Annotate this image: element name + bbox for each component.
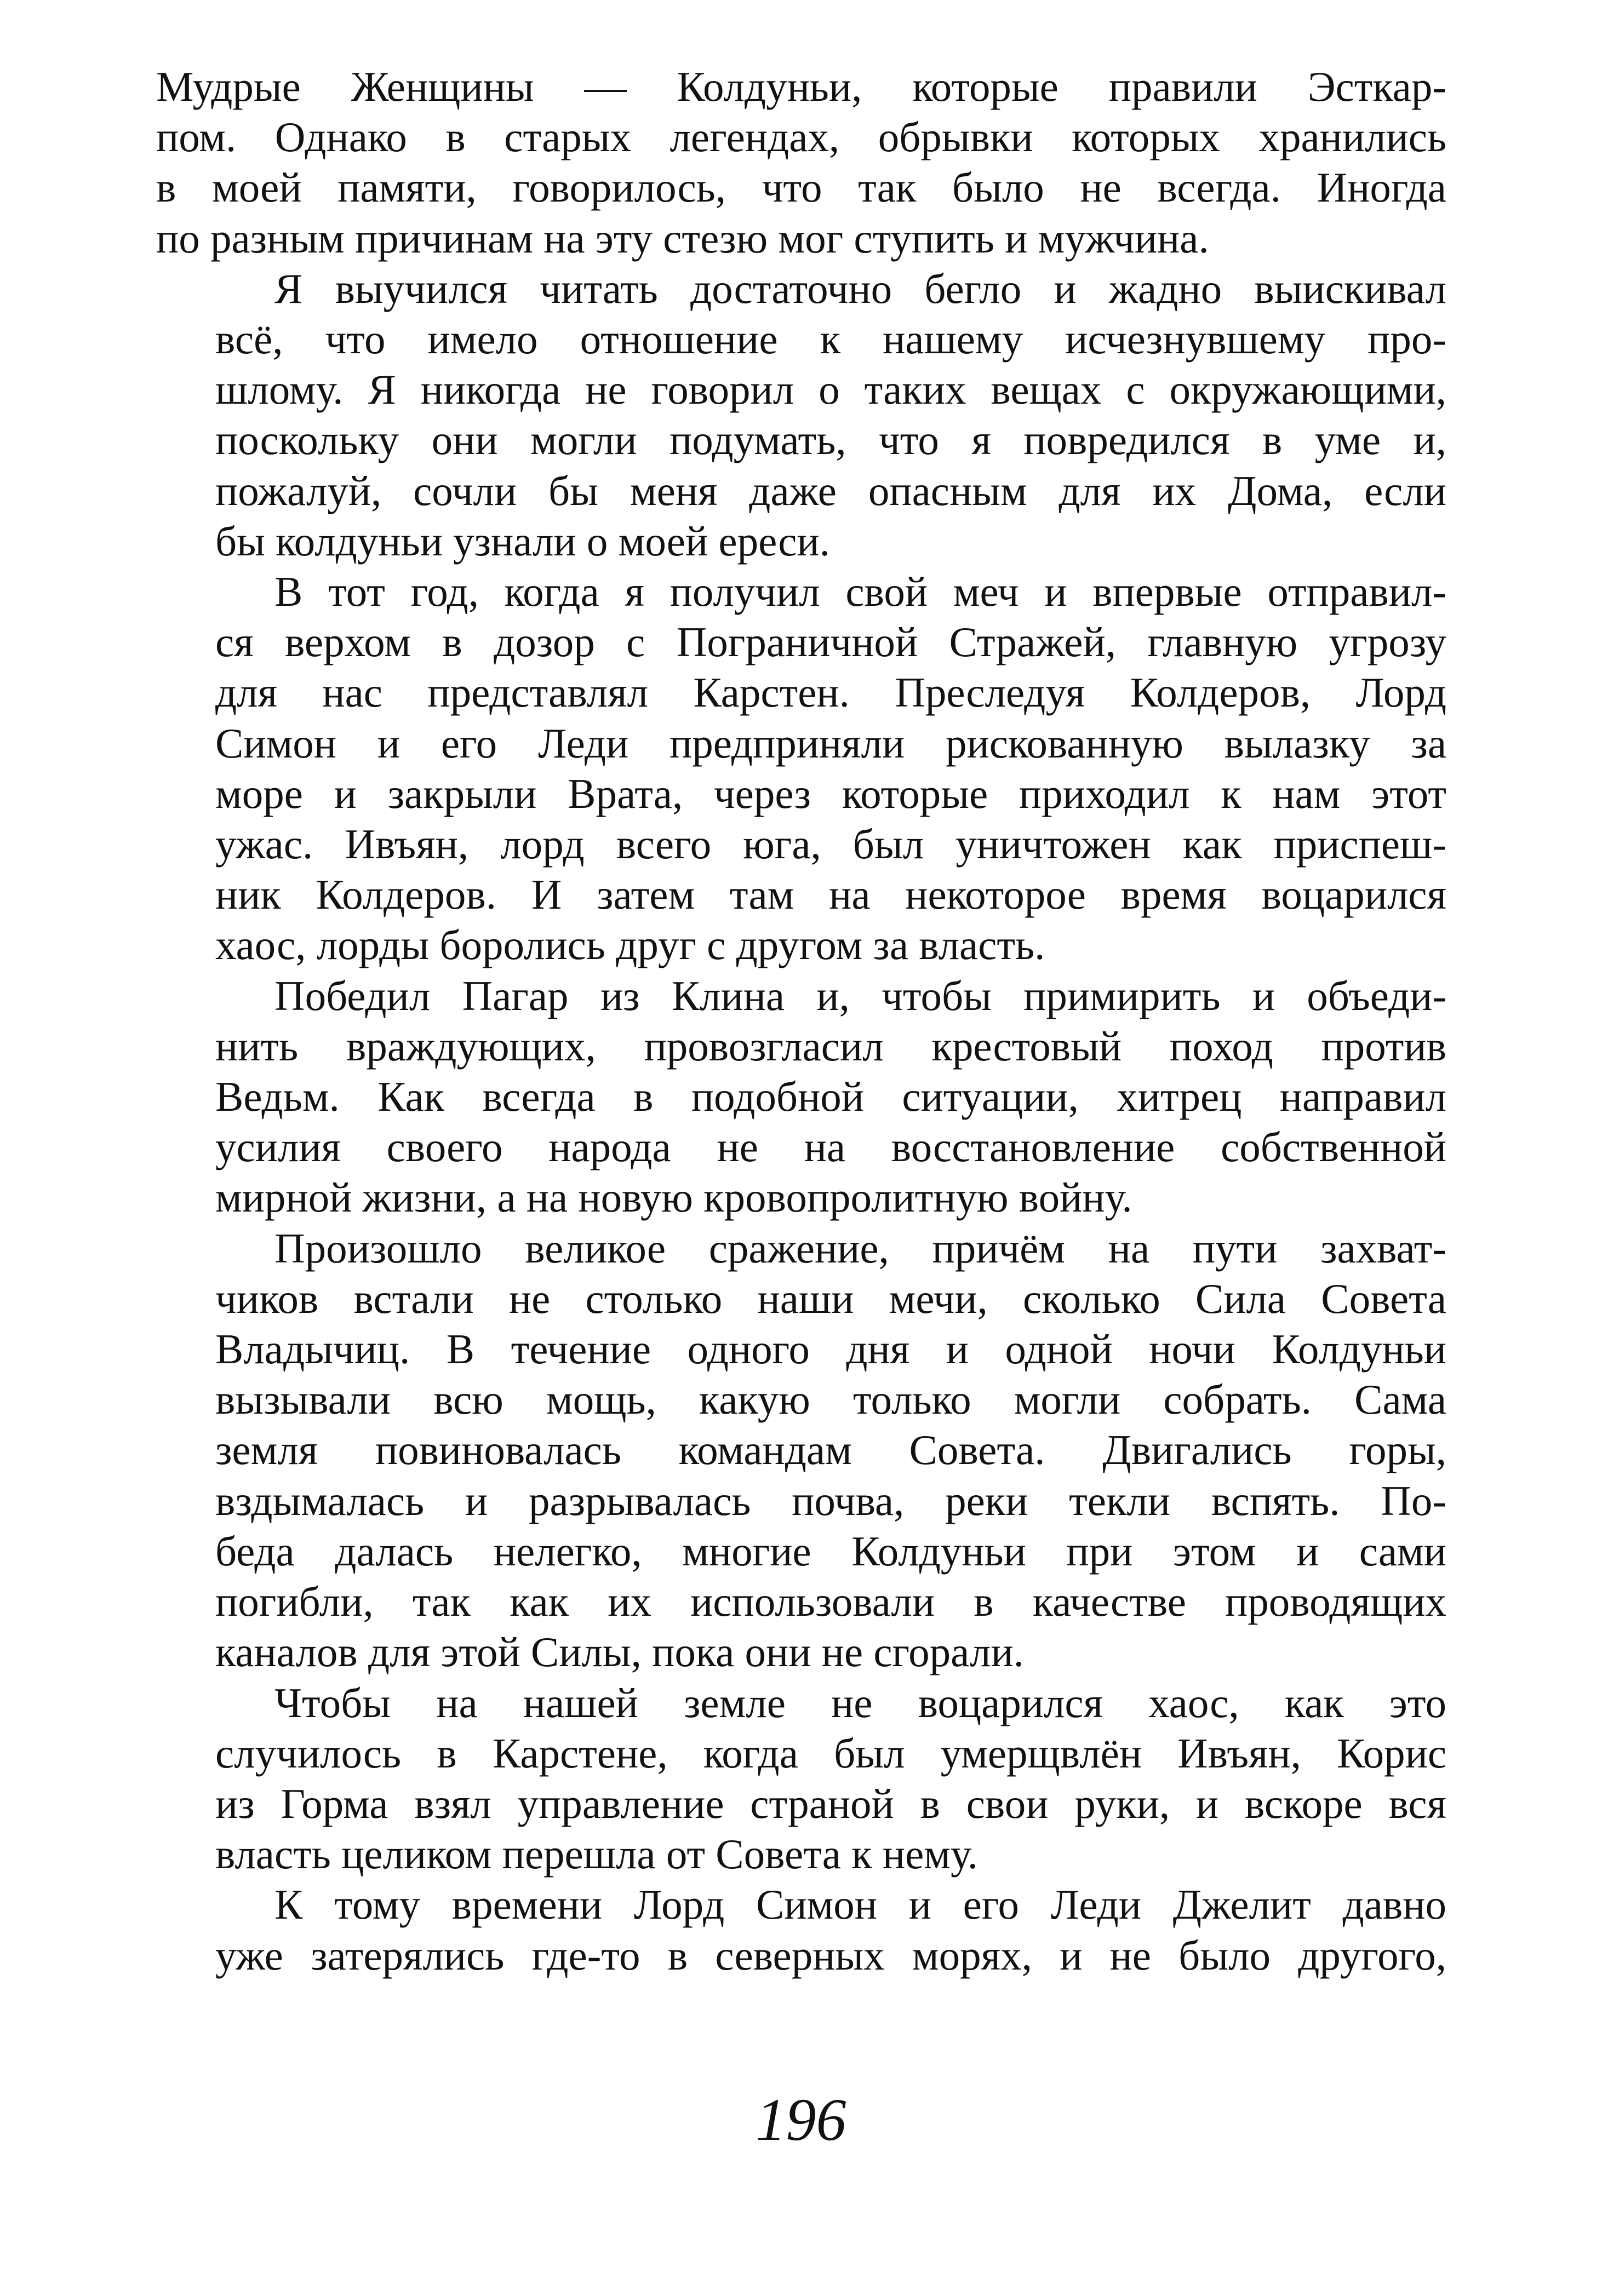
paragraph-2 [156,263,1446,566]
text-line: в моей памяти, говорилось, что так было не всегда. Иногда [156,164,1446,211]
text-line: Я выучился читать достаточно бегло и жадно выискивал [274,265,1446,312]
paragraph-7 [156,1879,1446,1980]
text-line: погибли, так как их использовали в качестве проводящих [215,1578,1446,1626]
text-line: В тот год, когда я получил свой меч и впервые отправил- [274,568,1446,616]
text-line: Мудрые Женщины — Колдуньи, которые правили Эсткар- [156,63,1446,110]
text-line: мирной жизни, а на новую кровопролитную войну. [215,1174,1132,1221]
text-line: земля повиновалась командам Совета. Двигались горы, [215,1426,1446,1474]
text-line: каналов для этой Силы, пока они не сгорали. [215,1628,1024,1676]
text-line: уже затерялись где-то в северных морях, и не было другого, [215,1931,1446,1979]
text-line: Произошло великое сражение, причём на пути захват- [274,1224,1446,1272]
text-line: всё, что имело отношение к нашему исчезнувшему про- [215,315,1446,363]
text-line: шлому. Я никогда не говорил о таких вещах с окружающими, [215,366,1446,414]
text-line: усилия своего народа не на восстановление собственной [215,1123,1446,1171]
paragraph-3 [156,566,1446,971]
paragraph-4 [156,971,1446,1223]
text-line: чиков встали не столько наши мечи, сколько Сила Совета [215,1275,1446,1322]
text-line: ник Колдеров. И затем там на некоторое время воцарился [215,871,1446,919]
text-line: Владычиц. В течение одного дня и одной ночи Колдуньи [215,1325,1446,1373]
paragraph-5 [156,1223,1446,1678]
text-line: К тому времени Лорд Симон и его Леди Джелит давно [274,1881,1446,1928]
text-line: Чтобы на нашей земле не воцарился хаос, как это [274,1679,1446,1726]
text-line: вздымалась и разрывалась почва, реки текли вспять. По- [215,1477,1446,1524]
text-line: случилось в Карстене, когда был умерщвлён Ивъян, Корис [215,1729,1446,1777]
text-line: ужас. Ивъян, лорд всего юга, был уничтожен как приспеш- [215,820,1446,868]
text-line: Победил Пагар из Клина и, чтобы примирить и объеди- [274,972,1446,1019]
paragraph-1 [156,61,1446,263]
text-line: пом. Однако в старых легендах, обрывки которых хранились [156,113,1446,161]
text-line: ся верхом в дозор с Пограничной Стражей, главную угрозу [215,618,1446,666]
paragraph-6 [156,1678,1446,1880]
text-line: пожалуй, сочли бы меня даже опасным для их Дома, если [215,467,1446,514]
text-line: из Горма взял управление страной в свои руки, и вскоре вся [215,1780,1446,1827]
text-line: хаос, лорды боролись друг с другом за власть. [215,921,1045,969]
text-line: вызывали всю мощь, какую только могли собрать. Сама [215,1376,1446,1423]
body-text [156,61,1446,1981]
text-line: нить враждующих, провозгласил крестовый поход против [215,1022,1446,1070]
text-line: власть целиком перешла от Совета к нему. [215,1830,979,1878]
text-line: для нас представлял Карстен. Преследуя Колдеров, Лорд [215,669,1446,716]
text-line: Симон и его Леди предприняли рискованную вылазку за [215,719,1446,767]
text-line: море и закрыли Врата, через которые приходил к нам этот [215,770,1446,817]
text-line: бы колдуньи узнали о моей ереси. [215,517,830,565]
text-line: поскольку они могли подумать, что я повредился в уме и, [215,416,1446,464]
text-line: беда далась нелегко, многие Колдуньи при этом и сами [215,1527,1446,1575]
text-line: по разным причинам на эту стезю мог ступить и мужчина. [156,214,1209,262]
page-number: 196 [756,2086,846,2153]
text-line: Ведьм. Как всегда в подобной ситуации, хитрец направил [215,1073,1446,1121]
